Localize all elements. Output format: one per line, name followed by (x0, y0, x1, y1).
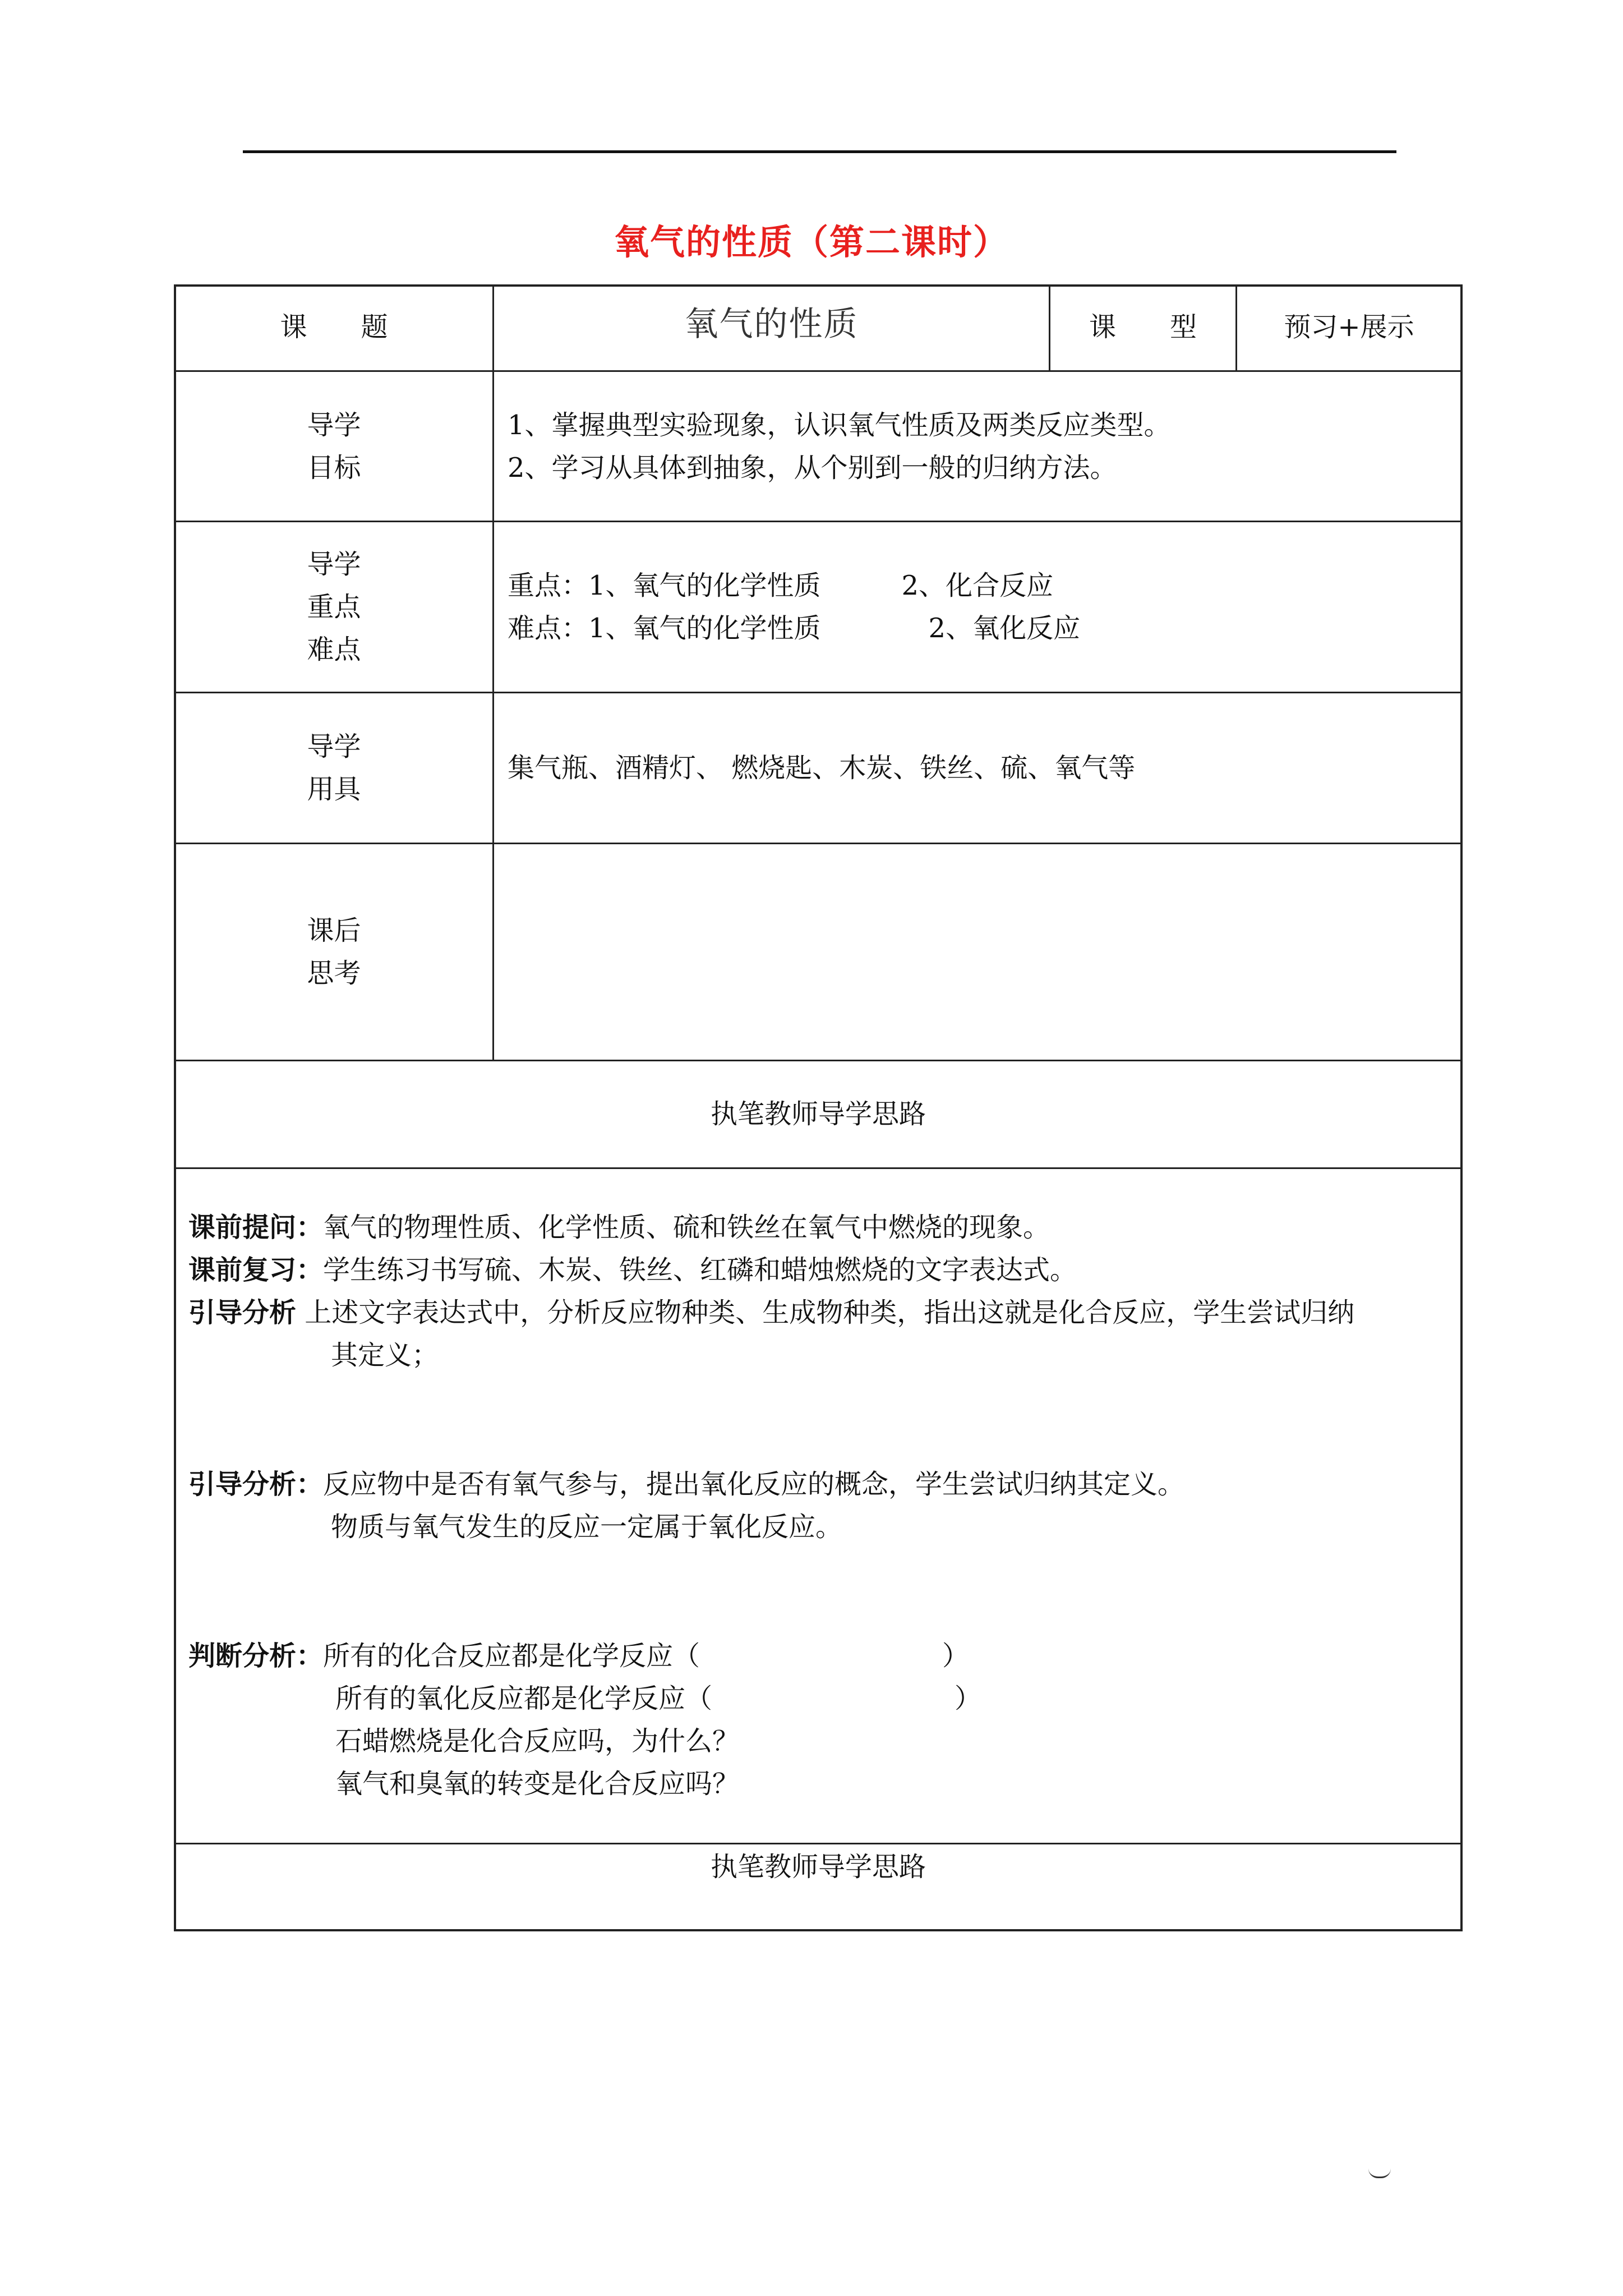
pre-class-review-text: 学生练习书写硫、木炭、铁丝、红磷和蜡烛燃烧的文字表达式。 (323, 1254, 1077, 1286)
guided-analysis-2-label: 引导分析： (188, 1469, 324, 1500)
judgment-question-3: 石蜡燃烧是化合反应吗，为什么？ (335, 1726, 740, 1757)
objectives-content (508, 372, 1450, 521)
row-divider (174, 1843, 1463, 1844)
pre-class-review (188, 1249, 1077, 1291)
teacher-section-heading: 执笔教师导学思路 (710, 1098, 926, 1130)
focus-point: 重点：1、氧气的化学性质 2、化合反应 (508, 570, 1054, 601)
judgment-question-4: 氧气和臭氧的转变是化合反应吗？ (335, 1768, 740, 1800)
topic-value: 氧气的性质 (684, 305, 859, 344)
judgment-analysis (188, 1635, 969, 1677)
tools-label-line1: 导学 (307, 731, 361, 762)
judgment-question-1: 所有的化合反应都是化学反应（ ） (323, 1640, 970, 1672)
guided-analysis-2-text: 反应物中是否有氧气参与，提出氧化反应的概念，学生尝试归纳其定义。 (323, 1469, 1185, 1500)
reflection-label-line1: 课后 (307, 915, 361, 946)
tools-content (508, 693, 1450, 843)
label-column-divider (492, 284, 494, 1060)
guided-analysis-1-continuation: 其定义； (331, 1340, 439, 1371)
header-rule (243, 150, 1396, 153)
guided-analysis-2-continuation: 物质与氧气发生的反应一定属于氧化反应。 (331, 1511, 843, 1543)
objectives-label (176, 372, 492, 521)
footer-section-heading: 执笔教师导学思路 (710, 1851, 926, 1883)
key-points-label (176, 522, 492, 692)
key-points-content (508, 522, 1450, 692)
pre-class-review-label: 课前复习： (188, 1254, 324, 1286)
objectives-label-line1: 导学 (307, 409, 361, 441)
difficulty-point: 难点：1、氧气的化学性质 2、氧化反应 (508, 613, 1081, 644)
page-corner-mark (1368, 2169, 1391, 2178)
document-title: 氧气的性质（第二课时） (614, 222, 1009, 263)
guided-analysis-1 (188, 1291, 1354, 1334)
key-points-label-line1: 导学 (307, 549, 361, 580)
type-value: 预习+展示 (1284, 311, 1414, 343)
topic-label: 课 题 (280, 311, 388, 343)
tools-label-line2: 用具 (307, 774, 361, 805)
objective-item: 1、掌握典型实验现象，认识氧气性质及两类反应类型。 (508, 409, 1171, 441)
row-divider (174, 1167, 1463, 1169)
judgment-question-2: 所有的氧化反应都是化学反应（ ） (335, 1683, 982, 1714)
row-divider (174, 1060, 1463, 1061)
reflection-content (508, 844, 1450, 1060)
judgment-analysis-label: 判断分析： (188, 1640, 324, 1672)
guided-analysis-1-text: 上述文字表达式中，分析反应物种类、生成物种类，指出这就是化合反应，学生尝试归纳 (296, 1297, 1355, 1328)
type-label: 课 型 (1089, 311, 1197, 343)
tools-label (176, 693, 492, 843)
key-points-label-line3: 难点 (307, 634, 361, 665)
key-points-label-line2: 重点 (307, 591, 361, 623)
guided-analysis-2 (188, 1463, 1184, 1506)
objective-item: 2、学习从具体到抽象，从个别到一般的归纳方法。 (508, 452, 1117, 484)
pre-class-question (188, 1206, 1050, 1249)
reflection-label-line2: 思考 (307, 958, 361, 989)
objectives-label-line2: 目标 (307, 452, 361, 484)
tools-value: 集气瓶、酒精灯、 燃烧匙、木炭、铁丝、硫、氧气等 (508, 752, 1136, 784)
pre-class-question-text: 氧气的物理性质、化学性质、硫和铁丝在氧气中燃烧的现象。 (323, 1212, 1050, 1243)
reflection-label (176, 844, 492, 1060)
pre-class-question-label: 课前提问： (188, 1212, 324, 1243)
guided-analysis-1-label: 引导分析 (188, 1297, 297, 1328)
